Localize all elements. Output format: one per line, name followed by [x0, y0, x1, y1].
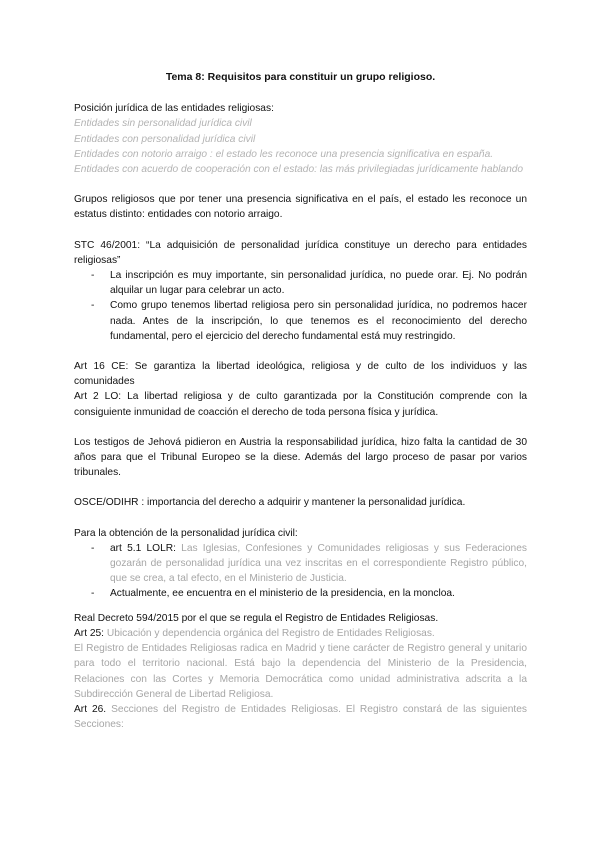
paragraph-testigos: Los testigos de Jehová pidieron en Austria la responsabilidad jurídica, hizo falta la cantidad de 30 años para que el Tribunal Europeo se la diese. Además del largo proceso de pasar por varios tribunales. [74, 436, 527, 479]
article-label: Art 26. [74, 703, 107, 715]
dash-marker: - [91, 300, 95, 312]
obtencion-bullet-list [74, 541, 527, 602]
section-heading-posicion: Posición jurídica de las entidades religiosas: [74, 103, 274, 115]
bullet-text: Como grupo tenemos libertad religiosa pero sin personalidad jurídica, no podremos hacer nada. Antes de la inscripción, lo que tenemos es el reconocimiento del derecho fundamental, pero el ejercicio del derecho fundamental está muy restringido. [110, 300, 527, 342]
dash-marker: - [91, 588, 95, 600]
dash-marker: - [91, 270, 95, 282]
paragraph-art16: Art 16 CE: Se garantiza la libertad ideológica, religiosa y de culto de los individuos y las comunidades [74, 361, 527, 388]
list-item: Entidades sin personalidad jurídica civil [74, 118, 252, 130]
article-title: Ubicación y dependencia orgánica del Registro de Entidades Religiosas. [106, 627, 435, 639]
list-item: Entidades con acuerdo de cooperación con el estado: las más privilegiadas jurídicamente hablando [74, 164, 524, 176]
paragraph-art25 [74, 626, 527, 641]
paragraph-real-decreto: Real Decreto 594/2015 por el que se regula el Registro de Entidades Religiosas. [74, 612, 439, 624]
bullet-label: art 5.1 LOLR: [110, 542, 176, 554]
bullet-item [74, 541, 527, 587]
dash-marker: - [91, 542, 95, 554]
article-label: Art 25: [74, 627, 105, 639]
paragraph-stc: STC 46/2001: “La adquisición de personalidad jurídica constituye un derecho para entidades religiosas” [74, 239, 527, 266]
article-title: Secciones del Registro de Entidades Religiosas. El Registro constará de las siguientes Secciones: [74, 703, 527, 731]
bullet-text: Actualmente, ee encuentra en el ministerio de la presidencia, en la moncloa. [110, 588, 455, 600]
document-body [74, 70, 527, 732]
list-item: Entidades con notorio arraigo : el estado les reconoce una presencia significativa en españa. [74, 148, 494, 160]
paragraph-art25-body: El Registro de Entidades Religiosas radica en Madrid y tiene carácter de Registro general y unitario para todo el territorio nacional. Está bajo la dependencia del Ministerio de la Presidencia, Relaciones con las Cortes y Memoria Democrática como unidad administrativa adscrita a la Subdirección General de Libertad Religiosa. [74, 643, 527, 700]
bullet-item [74, 268, 527, 298]
page-title: Tema 8: Requisitos para constituir un grupo religioso. [165, 71, 436, 83]
stc-bullet-list [74, 268, 527, 344]
list-item: Entidades con personalidad jurídica civil [74, 133, 256, 145]
bullet-item [74, 586, 527, 601]
paragraph-obtencion: Para la obtención de la personalidad jurídica civil: [74, 527, 298, 539]
paragraph-osce: OSCE/ODIHR : importancia del derecho a adquirir y mantener la personalidad jurídica. [74, 497, 466, 509]
bullet-text: Las Iglesias, Confesiones y Comunidades religiosas y sus Federaciones gozarán de personalidad jurídica una vez inscritas en el correspondiente Registro público, que se crea, a tal efecto, en el Ministerio de Justicia. [110, 542, 527, 585]
paragraph-art26 [74, 702, 527, 732]
bullet-item [74, 298, 527, 344]
paragraph-grupos: Grupos religiosos que por tener una presencia significativa en el país, el estado les reconoce un estatus distinto: entidades con notorio arraigo. [74, 194, 527, 221]
bullet-text: La inscripción es muy importante, sin personalidad jurídica, no puede orar. Ej. No podrán alquilar un lugar para celebrar un acto. [110, 270, 527, 297]
paragraph-art2: Art 2 LO: La libertad religiosa y de culto garantizada por la Constitución comprende con la consiguiente inmunidad de coacción el derecho de toda persona física y jurídica. [74, 391, 527, 418]
